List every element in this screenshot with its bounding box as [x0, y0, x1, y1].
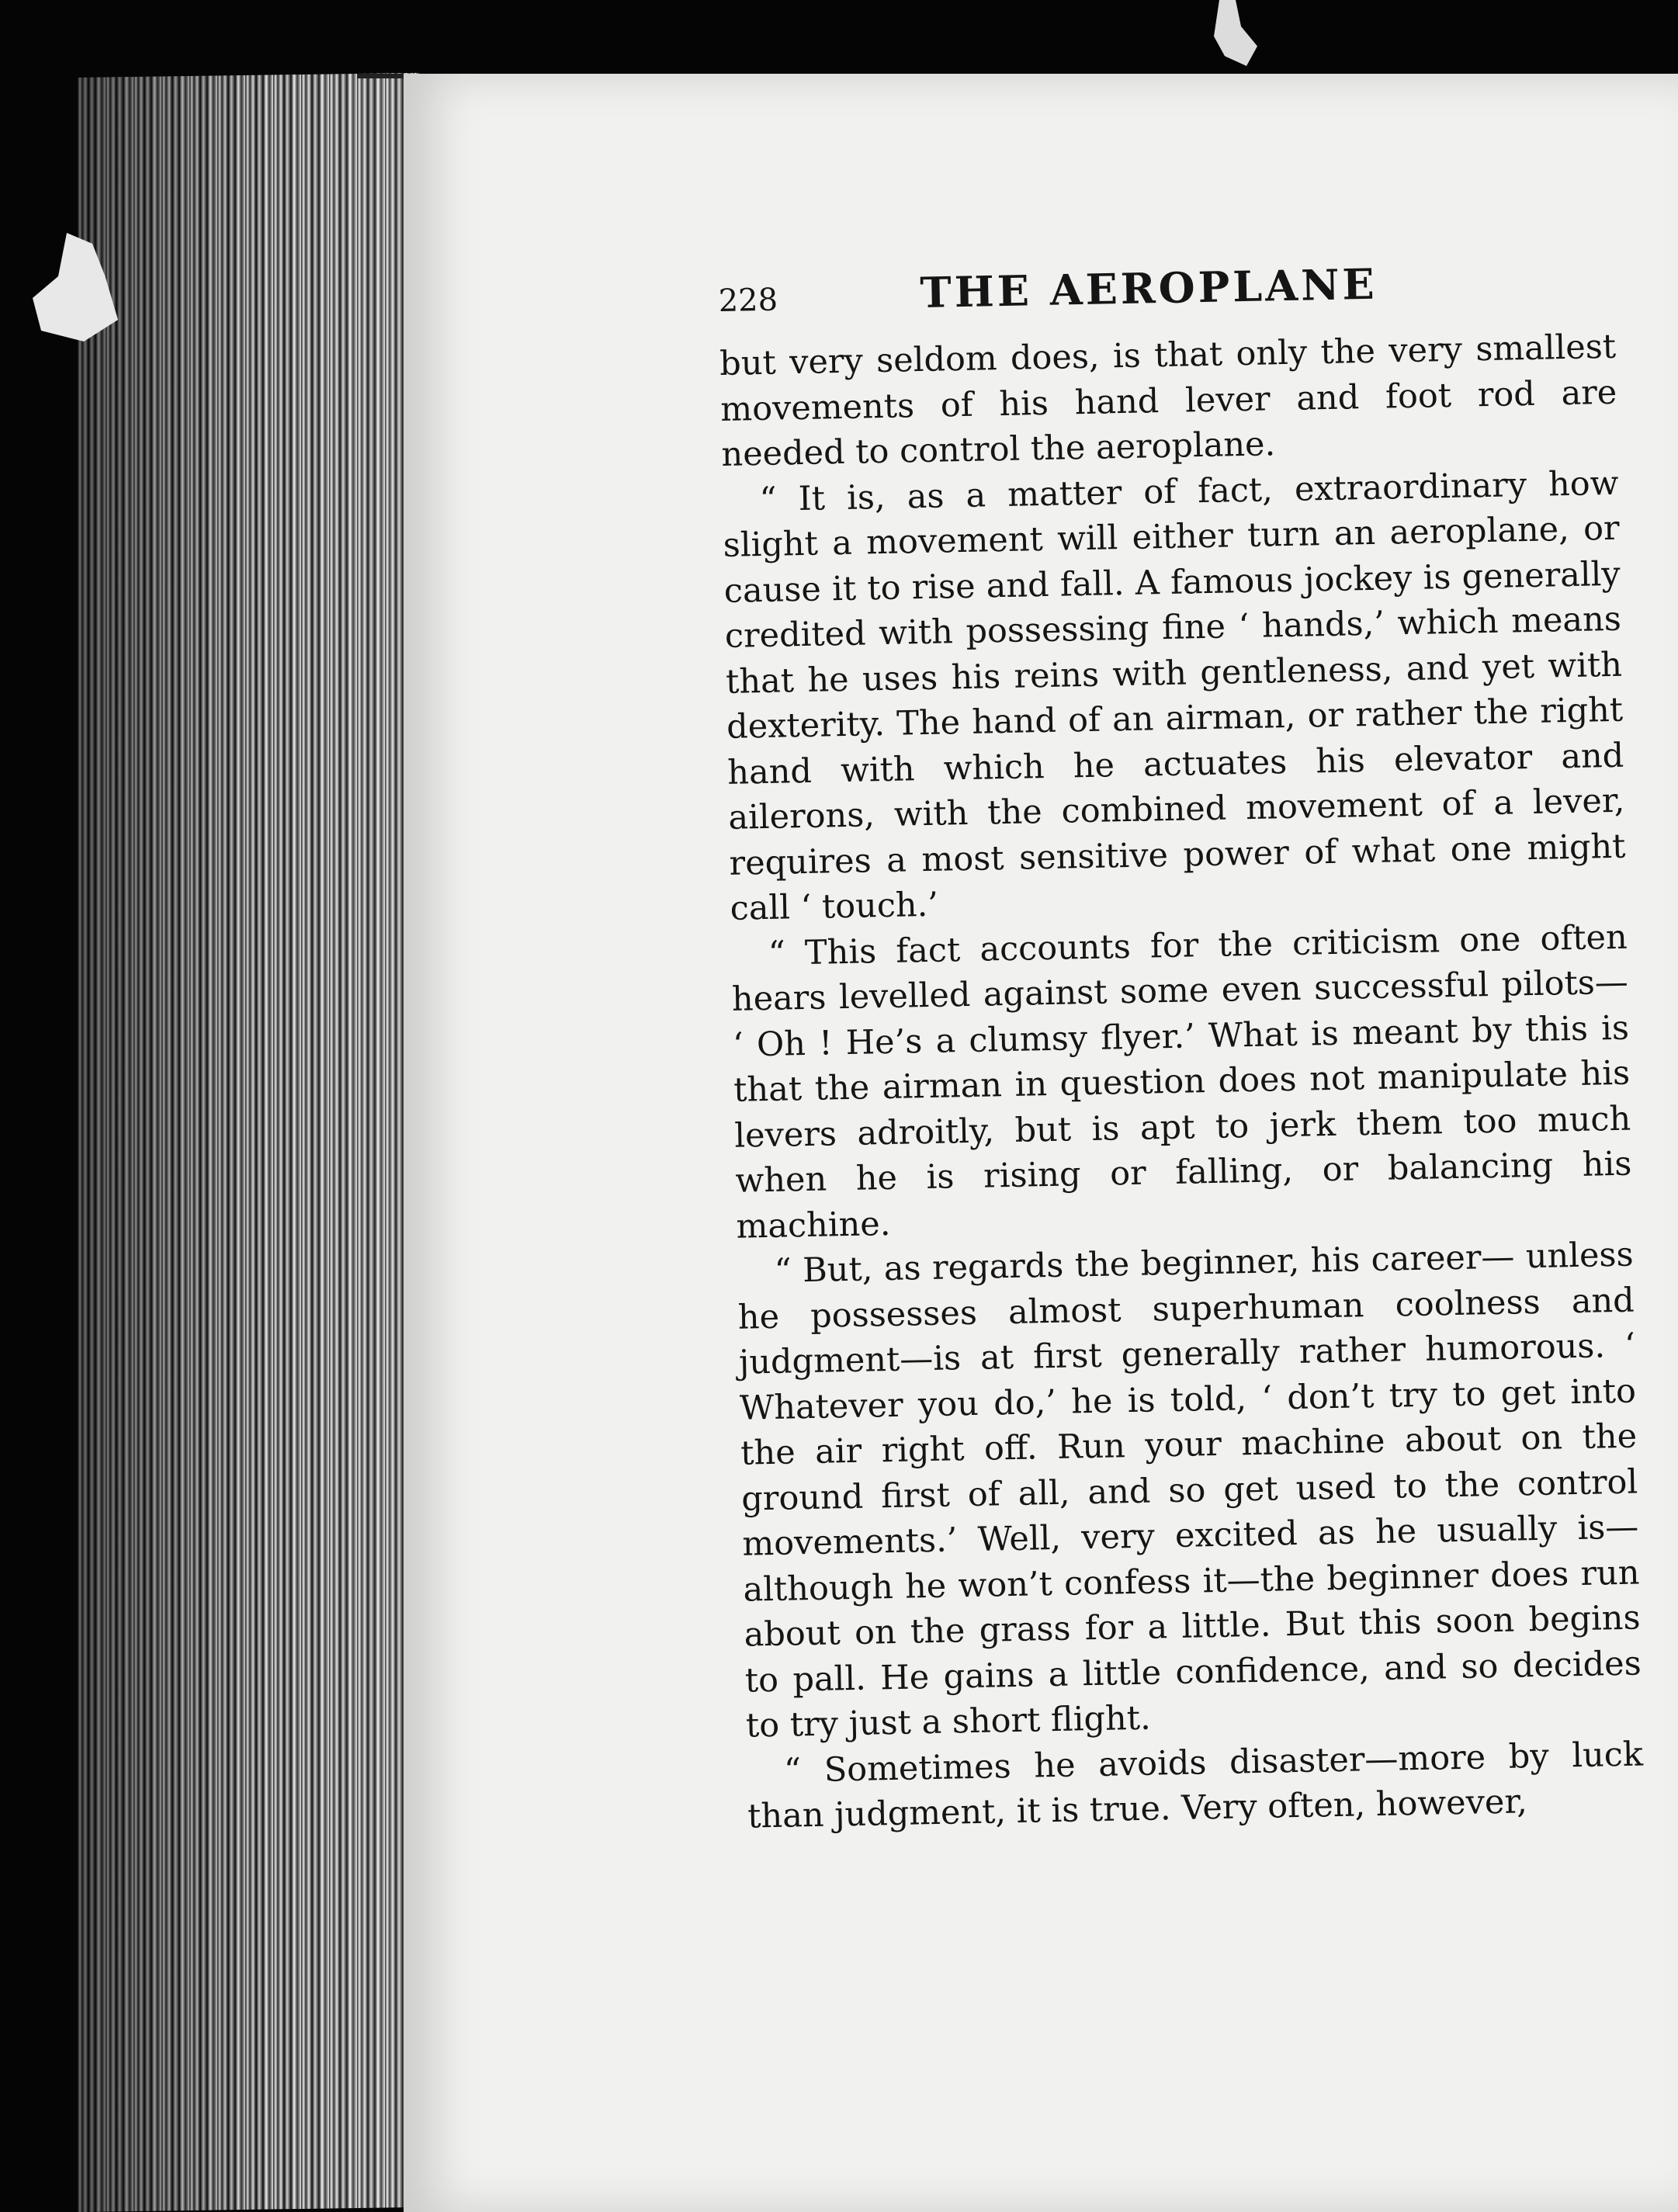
- paragraph: “ This fact accounts for the criticism one often hears levelled against some even successful pilots— ‘ Oh ! He’s a clumsy flyer.’ What is meant by this is that the airman in question does not manipulate his levers adroitly, but is apt to jerk them too much when he is rising or falling, or balancing his machine.: [731, 917, 1632, 1246]
- running-title: THE AEROPLANE: [919, 258, 1378, 317]
- paragraph: but very seldom does, is that only the very smallest movements of his hand lever and foot rod are needed to control the aeroplane.: [719, 327, 1617, 474]
- paragraph: “ But, as regards the beginner, his career— unless he possesses almost superhuman coolness and judgment—is at first generally rather humorous. ‘ Whatever you do,’ he is told, ‘ don’t try to get into the air right off. Run your machine about on the ground first of all, and so get used to the control movements.’ Well, very excited as he usually is—although he won’t confess it—the beginner does run about on the grass for a little. But this soon begins to pall. He gains a little confidence, and so decides to try just a short flight.: [737, 1235, 1642, 1746]
- page-content: [718, 255, 1645, 1839]
- paragraph: “ It is, as a matter of fact, extraordinary how slight a movement will either turn an aeroplane, or cause it to rise and fall. A famous jockey is generally credited with possessing fine ‘ hands,’ which means that he uses his reins with gentleness, and yet with dexterity. The hand of an airman, or rather the right hand with which he actuates his elevator and ailerons, with the combined movement of a lever, requires a most sensitive power of what one might call ‘ touch.’: [723, 463, 1626, 928]
- body-text: [719, 324, 1645, 1839]
- page-number: 228: [718, 282, 778, 319]
- paragraph: “ Sometimes he avoids disaster—more by luck than judgment, it is true. Very often, however,: [747, 1734, 1644, 1836]
- book-edge-shadow: [78, 73, 419, 2212]
